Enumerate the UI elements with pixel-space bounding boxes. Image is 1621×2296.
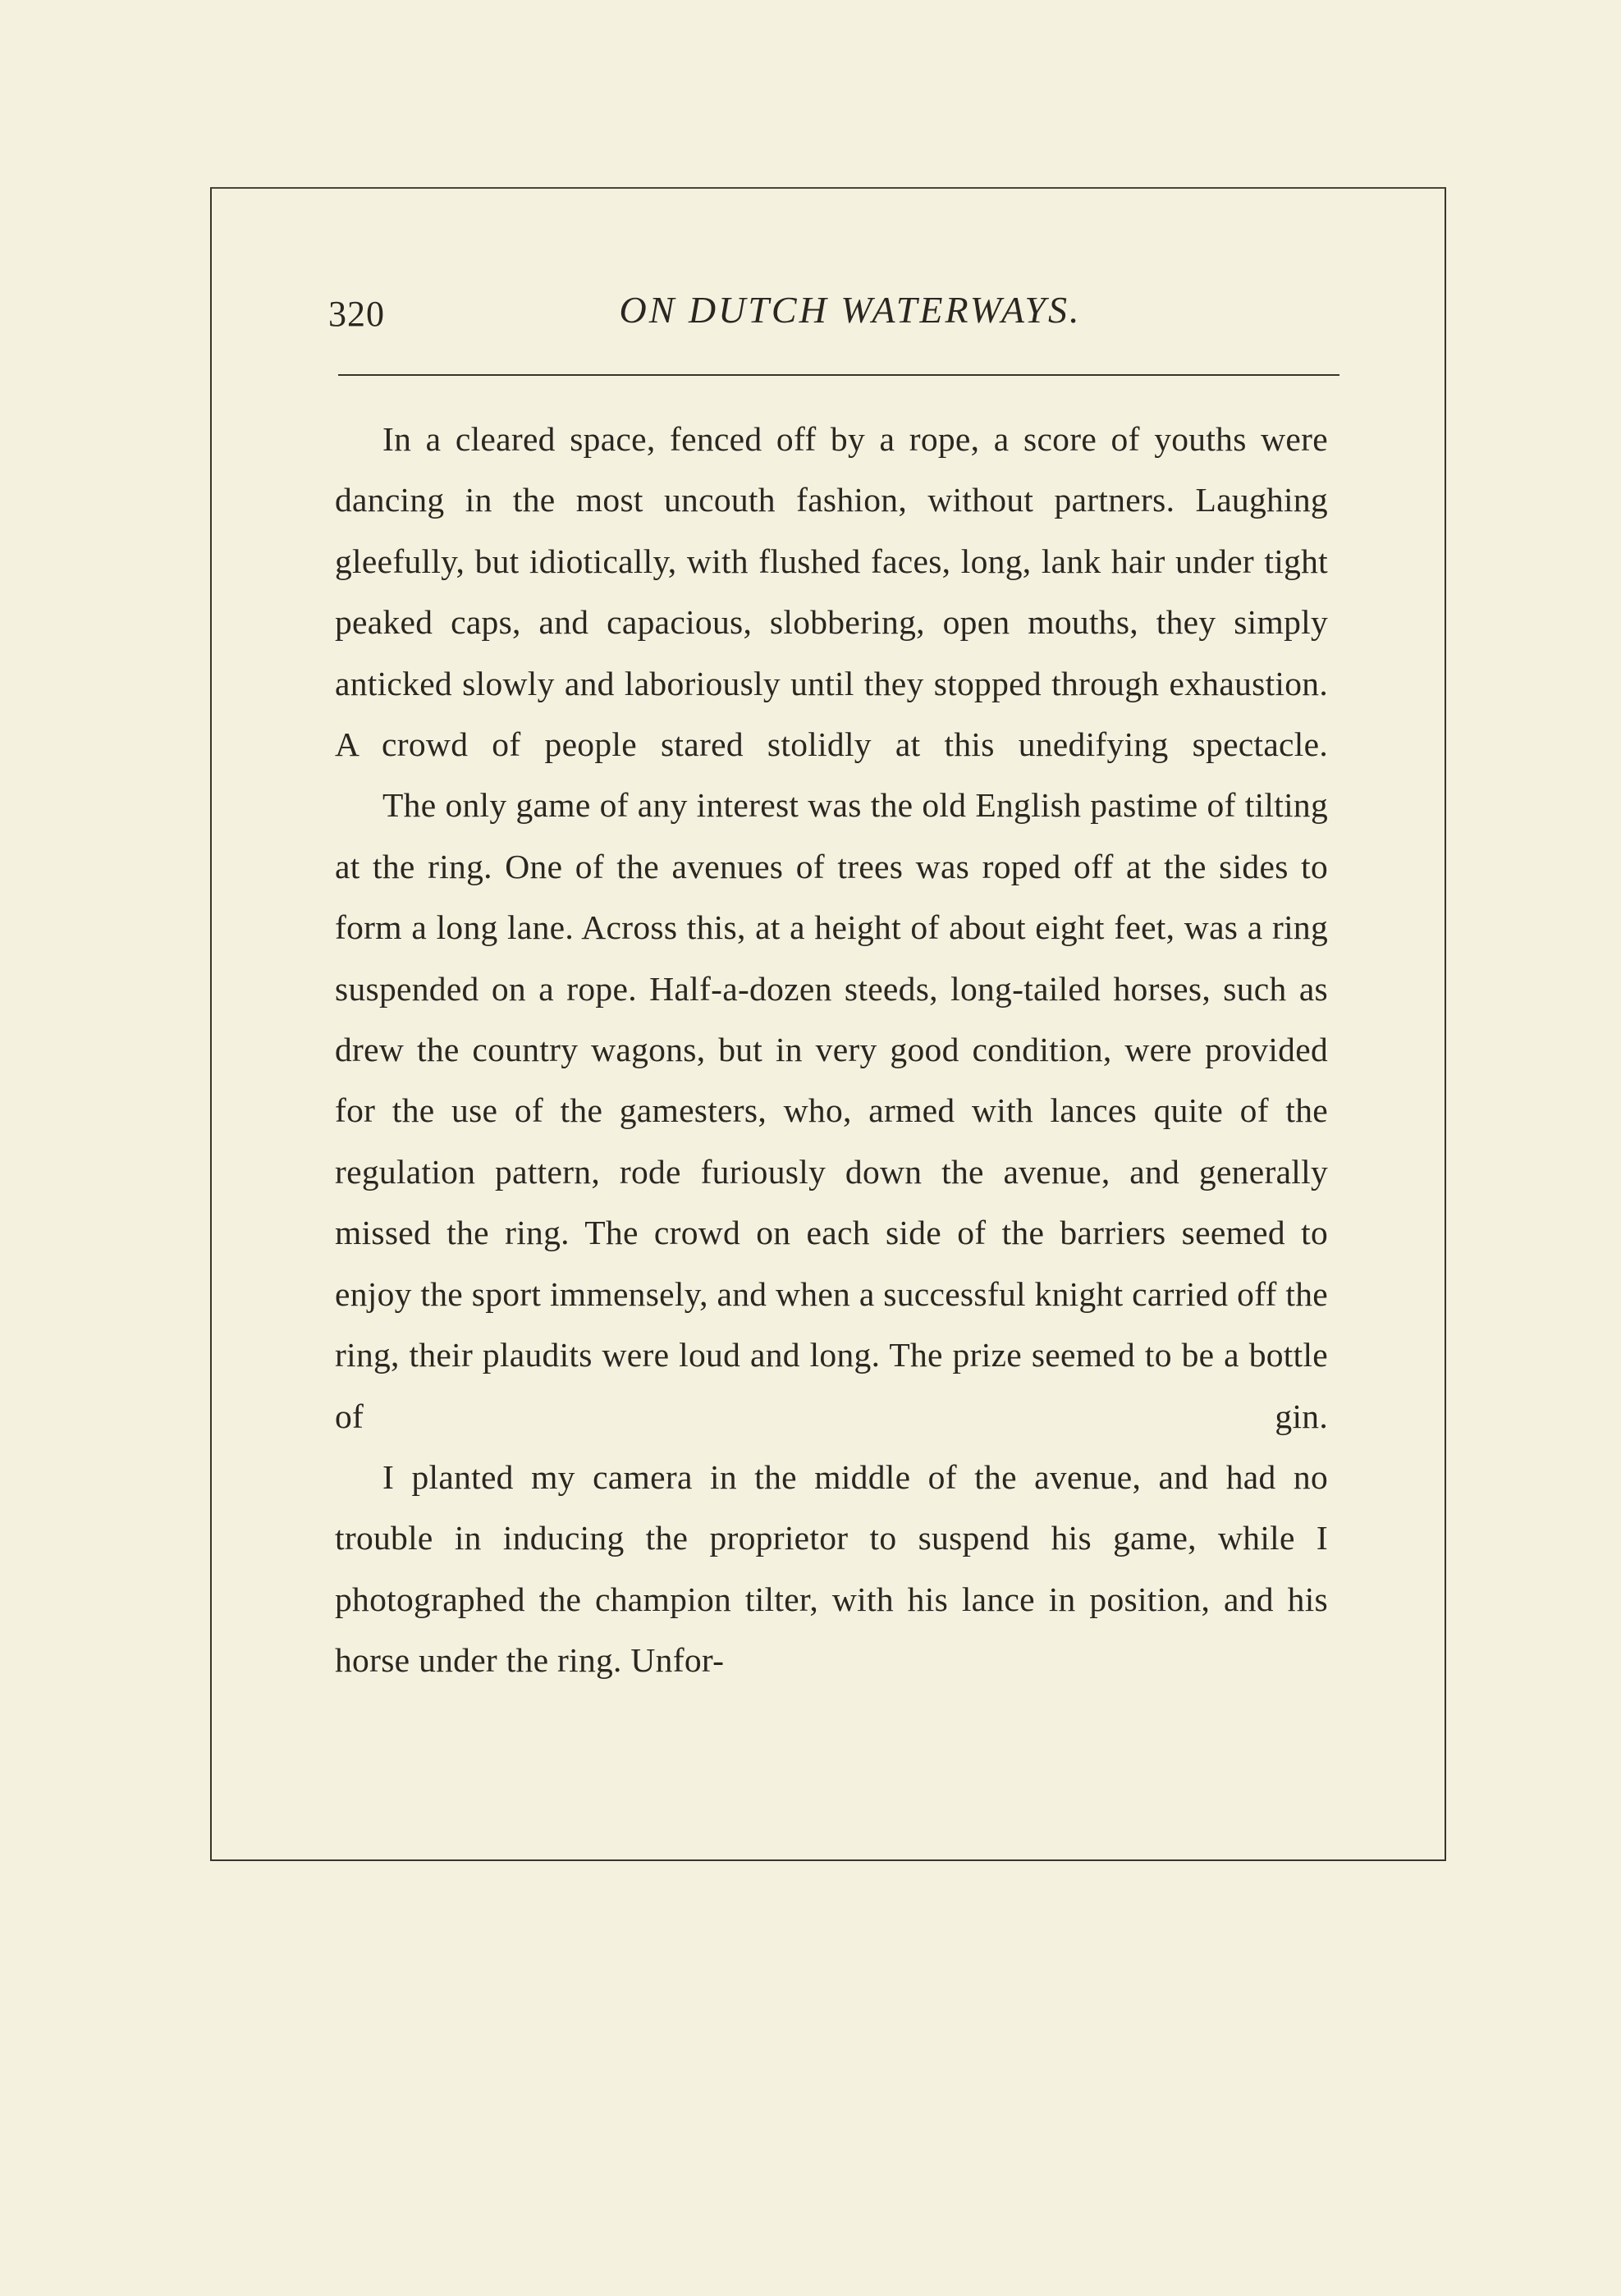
- paragraph-dancing: In a cleared space, fenced off by a rope, a score of youths were dancing in the most uncouth fashion, without partners. Laughing gleefully, but idiotically, with flushed faces, long, lank hair under tight peaked caps, and capacious, slobbering, open mouths, they simply anticked slowly and laboriously until they stopped through exhaustion. A crowd of people stared stolidly at this unedifying spectacle.: [335, 420, 1328, 764]
- running-head: [328, 283, 1339, 341]
- body-text: [335, 409, 1328, 1691]
- paragraph-camera: I planted my camera in the middle of the avenue, and had no trouble in inducing the proprietor to suspend his game, while I photographed the champion tilter, with his lance in position, and his horse under the ring. Unfor-: [335, 1457, 1328, 1680]
- header-rule: [338, 374, 1339, 376]
- paragraph-tilting: The only game of any interest was the old English pastime of tilting at the ring. One of the avenues of trees was roped off at the sides to form a long lane. Across this, at a height of about eight feet, was a ring suspended on a rope. Half-a-dozen steeds, long-tailed horses, such as drew the country wagons, but in very good condition, were provided for the use of the gamesters, who, armed with lances quite of the regulation pattern, rode furiously down the avenue, and generally missed the ring. The crowd on each side of the barriers seemed to enjoy the sport immensely, and when a successful knight carried off the ring, their plaudits were loud and long. The prize seemed to be a bottle of gin.: [335, 786, 1328, 1435]
- running-title: ON DUTCH WATERWAYS.: [619, 289, 1082, 331]
- page-number: 320: [328, 294, 385, 334]
